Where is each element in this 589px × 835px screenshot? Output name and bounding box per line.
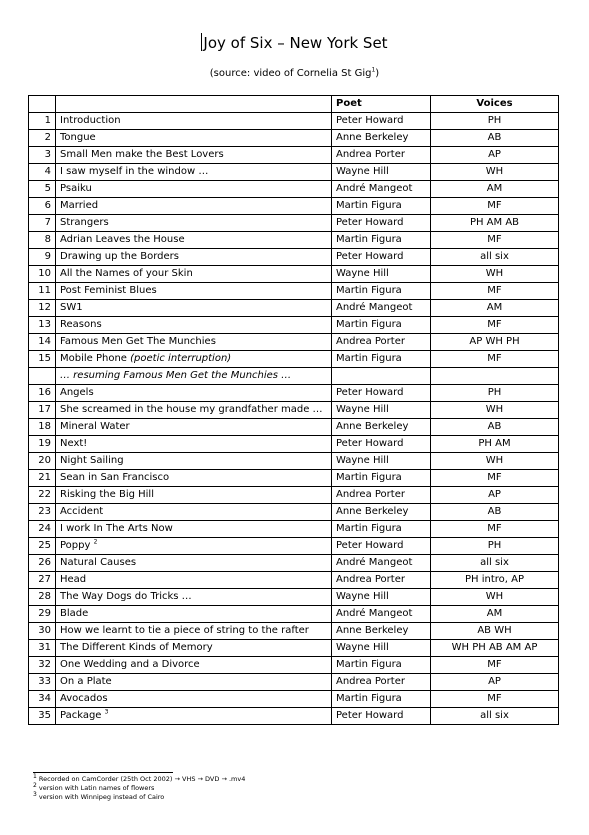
poet-cell: Anne Berkeley [332, 504, 431, 521]
table-row [29, 436, 559, 453]
poem-title-text: Risking the Big Hill [60, 489, 154, 500]
poem-title [56, 249, 332, 266]
poem-title [56, 453, 332, 470]
poem-title [56, 589, 332, 606]
voices-cell: all six [431, 708, 559, 725]
poem-title [56, 419, 332, 436]
table-header-row [29, 96, 559, 113]
voices-cell: AM [431, 181, 559, 198]
footnote-mark: 3 [33, 790, 37, 798]
footnote-mark: 2 [33, 781, 37, 789]
poem-title-text: Next! [60, 438, 88, 449]
header-title [56, 96, 332, 113]
poem-title [56, 368, 332, 385]
row-number: 9 [29, 249, 56, 266]
poet-cell: Wayne Hill [332, 640, 431, 657]
voices-cell: WH [431, 266, 559, 283]
poet-cell: Peter Howard [332, 436, 431, 453]
footnote-mark: 1 [33, 772, 37, 780]
voices-cell: AM [431, 300, 559, 317]
voices-cell: MF [431, 470, 559, 487]
poet-cell: André Mangeot [332, 555, 431, 572]
poem-title [56, 266, 332, 283]
poem-title [56, 130, 332, 147]
row-number: 30 [29, 623, 56, 640]
poem-title-text: Avocados [60, 693, 108, 704]
poem-title [56, 164, 332, 181]
voices-cell: MF [431, 232, 559, 249]
poem-title [56, 317, 332, 334]
poet-cell: Andrea Porter [332, 487, 431, 504]
table-row [29, 572, 559, 589]
poem-title-text: She screamed in the house my grandfather made … [60, 404, 323, 415]
table-row [29, 249, 559, 266]
poem-title [56, 113, 332, 130]
row-number: 34 [29, 691, 56, 708]
poem-title-text: Reasons [60, 319, 102, 330]
table-row [29, 504, 559, 521]
row-number: 22 [29, 487, 56, 504]
header-voices: Voices [431, 96, 559, 113]
row-number: 17 [29, 402, 56, 419]
row-number: 33 [29, 674, 56, 691]
footnote-text: Recorded on CamCorder (25th Oct 2002) → VHS → DVD → .mv4 [36, 775, 246, 783]
row-number: 5 [29, 181, 56, 198]
row-number: 13 [29, 317, 56, 334]
row-number: 19 [29, 436, 56, 453]
row-number: 21 [29, 470, 56, 487]
poem-title-text: Drawing up the Borders [60, 251, 179, 262]
voices-cell: MF [431, 521, 559, 538]
poet-cell: André Mangeot [332, 606, 431, 623]
row-number: 11 [29, 283, 56, 300]
poem-title [56, 198, 332, 215]
table-row [29, 691, 559, 708]
voices-cell: PH intro, AP [431, 572, 559, 589]
footnote-text: version with Latin names of flowers [36, 784, 155, 792]
poem-title-text: Head [60, 574, 87, 585]
footnote-ref: 2 [93, 538, 98, 546]
poem-title-note: … resuming Famous Men Get the Munchies … [60, 370, 292, 381]
poet-cell: Martin Figura [332, 283, 431, 300]
voices-cell: WH [431, 164, 559, 181]
table-row [29, 334, 559, 351]
poem-title-text: Strangers [60, 217, 109, 228]
poem-title-text: Small Men make the Best Lovers [60, 149, 224, 160]
table-row [29, 181, 559, 198]
poem-title [56, 181, 332, 198]
poet-cell: Wayne Hill [332, 453, 431, 470]
poet-cell [332, 368, 431, 385]
poet-cell: Wayne Hill [332, 402, 431, 419]
poem-title [56, 555, 332, 572]
voices-cell: AP [431, 674, 559, 691]
poet-cell: Andrea Porter [332, 334, 431, 351]
poem-title [56, 504, 332, 521]
poem-title [56, 708, 332, 725]
poem-title-note: (poetic interruption) [130, 353, 232, 364]
table-row [29, 368, 559, 385]
voices-cell: MF [431, 657, 559, 674]
poem-title-text: Introduction [60, 115, 121, 126]
voices-cell [431, 368, 559, 385]
poet-cell: Peter Howard [332, 385, 431, 402]
table-row [29, 538, 559, 555]
voices-cell: AB WH [431, 623, 559, 640]
voices-cell: AP [431, 147, 559, 164]
document-subtitle: (source: video of Cornelia St Gig$^1$) [209, 66, 380, 79]
row-number: 25 [29, 538, 56, 555]
table-row [29, 266, 559, 283]
table-row [29, 470, 559, 487]
row-number: 28 [29, 589, 56, 606]
poem-title [56, 487, 332, 504]
poet-cell: Peter Howard [332, 708, 431, 725]
poet-cell: Andrea Porter [332, 674, 431, 691]
poem-title-text: Famous Men Get The Munchies [60, 336, 216, 347]
footnote-text: version with Winnipeg instead of Cairo [36, 793, 165, 801]
poet-cell: Martin Figura [332, 351, 431, 368]
poem-title [56, 283, 332, 300]
row-number: 26 [29, 555, 56, 572]
footnotes [33, 772, 245, 802]
poem-title [56, 691, 332, 708]
row-number: 10 [29, 266, 56, 283]
voices-cell: PH [431, 385, 559, 402]
poem-title-text: Angels [60, 387, 94, 398]
table-row [29, 708, 559, 725]
table-row [29, 487, 559, 504]
poem-title-text: Psaiku [60, 183, 92, 194]
poet-cell: Anne Berkeley [332, 623, 431, 640]
row-number: 3 [29, 147, 56, 164]
voices-cell: WH [431, 402, 559, 419]
voices-cell: MF [431, 283, 559, 300]
poet-cell: Martin Figura [332, 232, 431, 249]
poem-title-text: Sean in San Francisco [60, 472, 170, 483]
poem-title-text: One Wedding and a Divorce [60, 659, 200, 670]
poem-title-text: Accident [60, 506, 104, 517]
poem-title-text: Tongue [60, 132, 96, 143]
table-row [29, 589, 559, 606]
row-number: 6 [29, 198, 56, 215]
row-number: 2 [29, 130, 56, 147]
table-row [29, 402, 559, 419]
footnote-rule [33, 772, 173, 773]
poet-cell: André Mangeot [332, 181, 431, 198]
table-row [29, 521, 559, 538]
row-number: 14 [29, 334, 56, 351]
voices-cell: WH PH AB AM AP [431, 640, 559, 657]
table-row [29, 147, 559, 164]
poem-title [56, 674, 332, 691]
row-number: 8 [29, 232, 56, 249]
poet-cell: Martin Figura [332, 317, 431, 334]
table-row [29, 283, 559, 300]
poet-cell: Martin Figura [332, 691, 431, 708]
poem-title-text: All the Names of your Skin [60, 268, 193, 279]
poem-title [56, 470, 332, 487]
poem-title-text: I saw myself in the window … [60, 166, 209, 177]
poet-cell: Martin Figura [332, 470, 431, 487]
poem-title [56, 351, 332, 368]
poet-cell: Wayne Hill [332, 589, 431, 606]
poet-cell: Wayne Hill [332, 266, 431, 283]
table-row [29, 164, 559, 181]
voices-cell: MF [431, 351, 559, 368]
table-row [29, 623, 559, 640]
poem-title [56, 300, 332, 317]
table-row [29, 606, 559, 623]
voices-cell: AB [431, 419, 559, 436]
table-row [29, 674, 559, 691]
table-row [29, 453, 559, 470]
table-row [29, 300, 559, 317]
voices-cell: PH AM AB [431, 215, 559, 232]
poet-cell: Anne Berkeley [332, 419, 431, 436]
row-number: 29 [29, 606, 56, 623]
poem-title-text: On a Plate [60, 676, 112, 687]
row-number: 35 [29, 708, 56, 725]
row-number: 27 [29, 572, 56, 589]
voices-cell: AP [431, 487, 559, 504]
poem-title [56, 657, 332, 674]
footnote-ref: 3 [104, 708, 109, 716]
poem-title-text: I work In The Arts Now [60, 523, 173, 534]
poet-cell: Andrea Porter [332, 147, 431, 164]
table-row [29, 419, 559, 436]
poet-cell: Martin Figura [332, 657, 431, 674]
row-number: 1 [29, 113, 56, 130]
voices-cell: MF [431, 317, 559, 334]
poet-cell: Peter Howard [332, 113, 431, 130]
row-number: 31 [29, 640, 56, 657]
poem-title-text: The Way Dogs do Tricks … [60, 591, 192, 602]
table-row [29, 113, 559, 130]
poem-title [56, 521, 332, 538]
poem-title-text: Post Feminist Blues [60, 285, 157, 296]
document-title: Joy of Six – New York Set [203, 34, 388, 52]
row-number: 15 [29, 351, 56, 368]
voices-cell: AP WH PH [431, 334, 559, 351]
footnote [33, 772, 246, 784]
poem-title [56, 623, 332, 640]
poet-cell: André Mangeot [332, 300, 431, 317]
poem-title-text: Night Sailing [60, 455, 124, 466]
table-row [29, 215, 559, 232]
row-number: 32 [29, 657, 56, 674]
table-row [29, 198, 559, 215]
poem-title-text: Blade [60, 608, 89, 619]
poet-cell: Martin Figura [332, 521, 431, 538]
poem-title [56, 147, 332, 164]
table-row [29, 130, 559, 147]
poem-title [56, 334, 332, 351]
footnote [33, 781, 245, 793]
poem-title-text: SW1 [60, 302, 83, 313]
voices-cell: MF [431, 691, 559, 708]
voices-cell: PH AM [431, 436, 559, 453]
voices-cell: all six [431, 555, 559, 572]
row-number: 16 [29, 385, 56, 402]
row-number: 24 [29, 521, 56, 538]
table-row [29, 640, 559, 657]
poem-title-text: Mineral Water [60, 421, 130, 432]
voices-cell: WH [431, 589, 559, 606]
voices-cell: AB [431, 504, 559, 521]
voices-cell: PH [431, 538, 559, 555]
poem-title [56, 215, 332, 232]
voices-cell: AB [431, 130, 559, 147]
poem-title [56, 640, 332, 657]
footnote [33, 790, 245, 802]
poem-title [56, 385, 332, 402]
table-row [29, 232, 559, 249]
row-number [29, 368, 56, 385]
poem-title-text: Poppy [60, 540, 94, 551]
table-row [29, 351, 559, 368]
table-row [29, 555, 559, 572]
voices-cell: all six [431, 249, 559, 266]
row-number: 23 [29, 504, 56, 521]
poem-title [56, 402, 332, 419]
poem-title-text: Married [60, 200, 99, 211]
row-number: 18 [29, 419, 56, 436]
header-poet: Poet [332, 96, 431, 113]
voices-cell: MF [431, 198, 559, 215]
poet-cell: Wayne Hill [332, 164, 431, 181]
table-row [29, 385, 559, 402]
poem-title [56, 232, 332, 249]
poem-title [56, 572, 332, 589]
poem-title-text: How we learnt to tie a piece of string to the rafter [60, 625, 309, 636]
voices-cell: PH [431, 113, 559, 130]
table-row [29, 317, 559, 334]
poem-title-text: Natural Causes [60, 557, 137, 568]
header-number [29, 96, 56, 113]
poet-cell: Peter Howard [332, 249, 431, 266]
poem-title-text: Mobile Phone [60, 353, 131, 364]
row-number: 20 [29, 453, 56, 470]
poet-cell: Anne Berkeley [332, 130, 431, 147]
voices-cell: AM [431, 606, 559, 623]
row-number: 4 [29, 164, 56, 181]
setlist-table [28, 95, 559, 725]
table-row [29, 657, 559, 674]
poem-title-text: The Different Kinds of Memory [60, 642, 213, 653]
voices-cell: WH [431, 453, 559, 470]
poet-cell: Peter Howard [332, 215, 431, 232]
row-number: 12 [29, 300, 56, 317]
poem-title-text: Package [60, 710, 105, 721]
poem-title [56, 606, 332, 623]
poet-cell: Peter Howard [332, 538, 431, 555]
poet-cell: Andrea Porter [332, 572, 431, 589]
poem-title [56, 436, 332, 453]
poem-title [56, 538, 332, 555]
row-number: 7 [29, 215, 56, 232]
poet-cell: Martin Figura [332, 198, 431, 215]
poem-title-text: Adrian Leaves the House [60, 234, 185, 245]
